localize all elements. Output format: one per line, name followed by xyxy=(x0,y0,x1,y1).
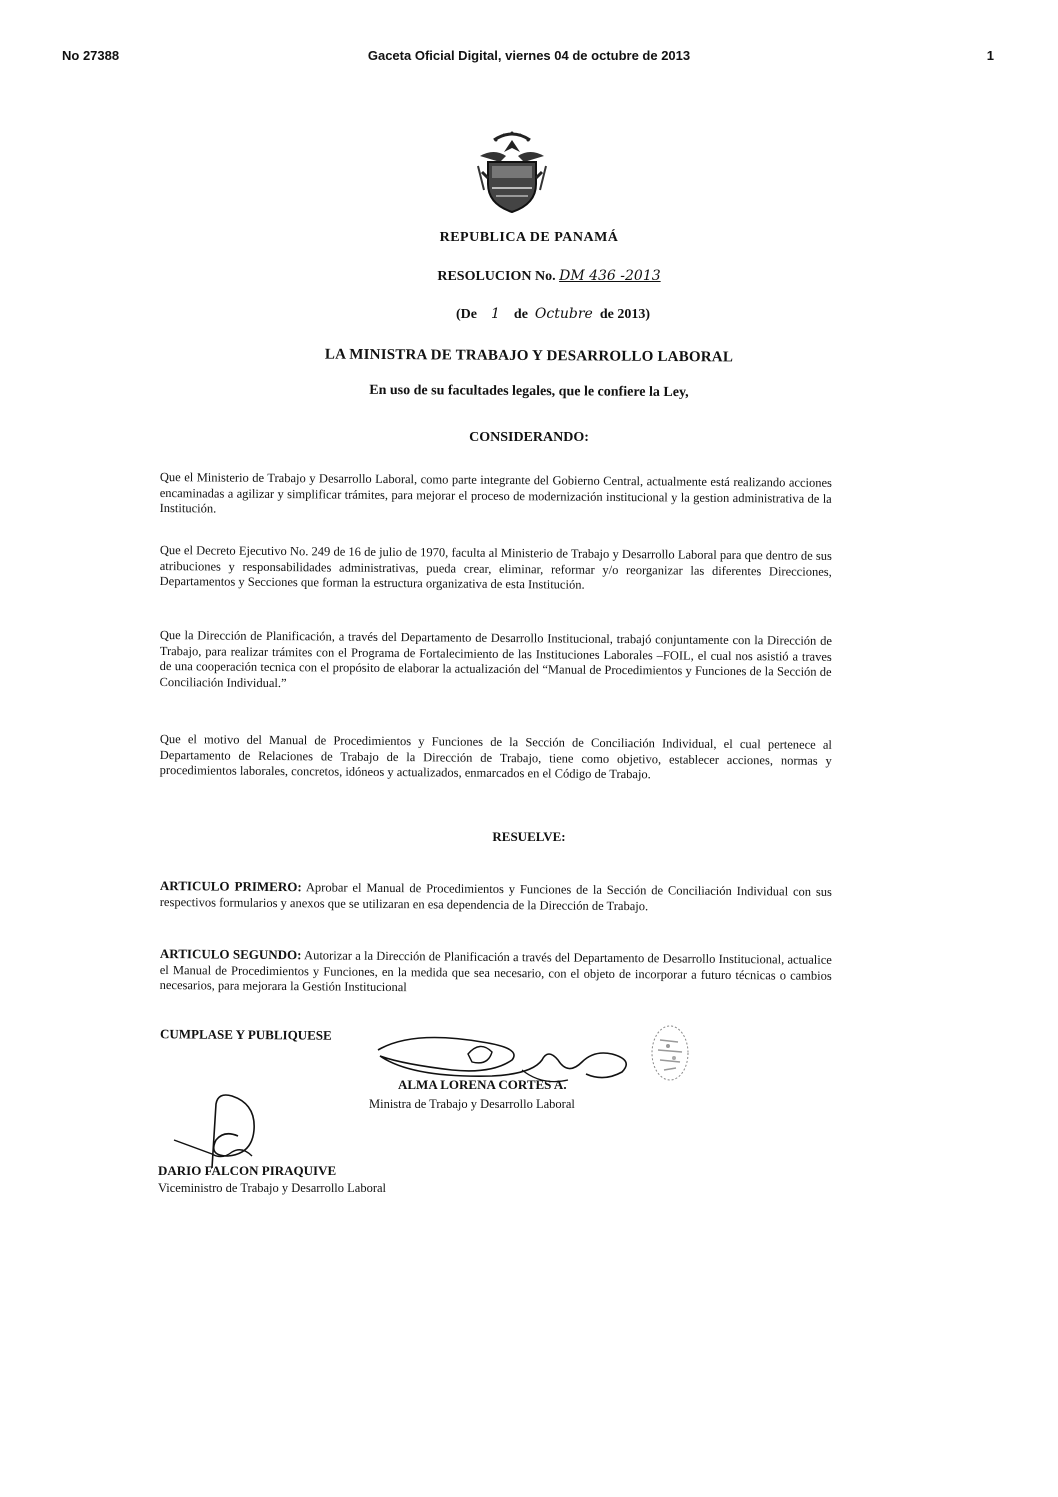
minister-name: ALMA LORENA CORTES A. xyxy=(398,1077,567,1092)
resolution-number-line xyxy=(20,268,1058,285)
article-first-text: Aprobar el Manual de Procedimientos y Funciones de la Sección de Conciliación Individual con sus respectivos formularios y anexos que se utilizaran en esa dependencia de la Dirección de Trabajo. xyxy=(159,880,832,913)
considerando-paragraph: Que el Decreto Ejecutivo No. 249 de 16 de julio de 1970, faculta al Ministerio de Trabajo y Desarrollo Laboral para que dentro de sus atribuciones y responsabilidades administrativas, pueda crear, eliminar, reformar y/o reorganizar las diferentes Direcciones, Departamentos y Secciones que forman la estructura organizativa de esta Institución. xyxy=(159,543,832,592)
resuelve-heading: RESUELVE: xyxy=(492,829,566,844)
vice-minister-name: DARIO FALCON PIRAQUIVE xyxy=(158,1163,337,1178)
date-open: (De xyxy=(456,307,477,322)
resolution-date-line xyxy=(24,306,1058,323)
republic-title: REPUBLICA DE PANAMÁ xyxy=(439,230,619,245)
issuing-authority: LA MINISTRA DE TRABAJO Y DESARROLLO LABORAL xyxy=(324,346,734,366)
date-month: Octubre xyxy=(534,306,593,322)
article-second xyxy=(160,946,832,999)
coat-of-arms-icon xyxy=(474,126,550,218)
minister-title: Ministra de Trabajo y Desarrollo Laboral xyxy=(369,1097,575,1111)
gazette-number: No 27388 xyxy=(62,48,120,63)
vice-minister-signature-icon xyxy=(172,1090,266,1170)
considerando-paragraph: Que el Ministerio de Trabajo y Desarrollo Laboral, como parte integrante del Gobierno Central, actualmente está realizando acciones encaminadas a agilizar y simplificar trámites, para mejorar el proceso de modernización institucional y la gestion administrativa de la Institución. xyxy=(159,470,832,516)
gazette-title: Gaceta Oficial Digital, viernes 04 de octubre de 2013 xyxy=(367,48,691,63)
article-second-text: Autorizar a la Dirección de Planificación a través del Departamento de Desarrollo Institucional, actualice el Manual de Procedimientos y Funciones, en la medida que sea necesario, con el objeto de incorporar a futuro técnicas o cambios necesarios, para mejorara la Gestión Institucional xyxy=(159,948,832,995)
article-first-label: ARTICULO PRIMERO: xyxy=(159,878,302,895)
date-day: 1 xyxy=(491,306,500,322)
resolution-number: DM 436 -2013 xyxy=(559,268,661,284)
date-close: de 2013) xyxy=(599,307,650,322)
considerando-heading: CONSIDERANDO: xyxy=(469,430,589,445)
cumplase-heading: CUMPLASE Y PUBLIQUESE xyxy=(159,1026,332,1043)
official-stamp-icon xyxy=(648,1022,692,1084)
considerando-paragraph: Que la Dirección de Planificación, a través del Departamento de Desarrollo Institucional, trabajó conjuntamente con la Dirección de Trabajo, para realizar trámites con el Programa de Fortalecimiento de las Instituciones Laborales –FOIL, el cual nos asistió a traves de una cooperación tecnica con el propósito de elaborar la actualización del “Manual de Procedimientos y Funciones de la Sección de Conciliación Individual.” xyxy=(159,628,832,690)
article-second-label: ARTICULO SEGUNDO: xyxy=(159,946,302,963)
considerando-paragraph: Que el motivo del Manual de Procedimientos y Funciones de la Sección de Conciliación Individual, el cual pertenece al Departamento de Relaciones de Trabajo de la Dirección de Trabajo, tiene como objetivo, establecer acciones, normas y procedimientos laborales, concretos, idóneos y actualizados, enmarcados en el Código de Trabajo. xyxy=(159,732,832,782)
article-first xyxy=(160,878,832,916)
vice-minister-title: Viceministro de Trabajo y Desarrollo Laboral xyxy=(158,1181,387,1195)
legal-basis: En uso de su facultades legales, que le confiere la Ley, xyxy=(369,382,689,401)
date-de: de xyxy=(513,307,528,322)
resolution-label: RESOLUCION No. xyxy=(437,269,556,284)
page-number: 1 xyxy=(986,48,994,63)
